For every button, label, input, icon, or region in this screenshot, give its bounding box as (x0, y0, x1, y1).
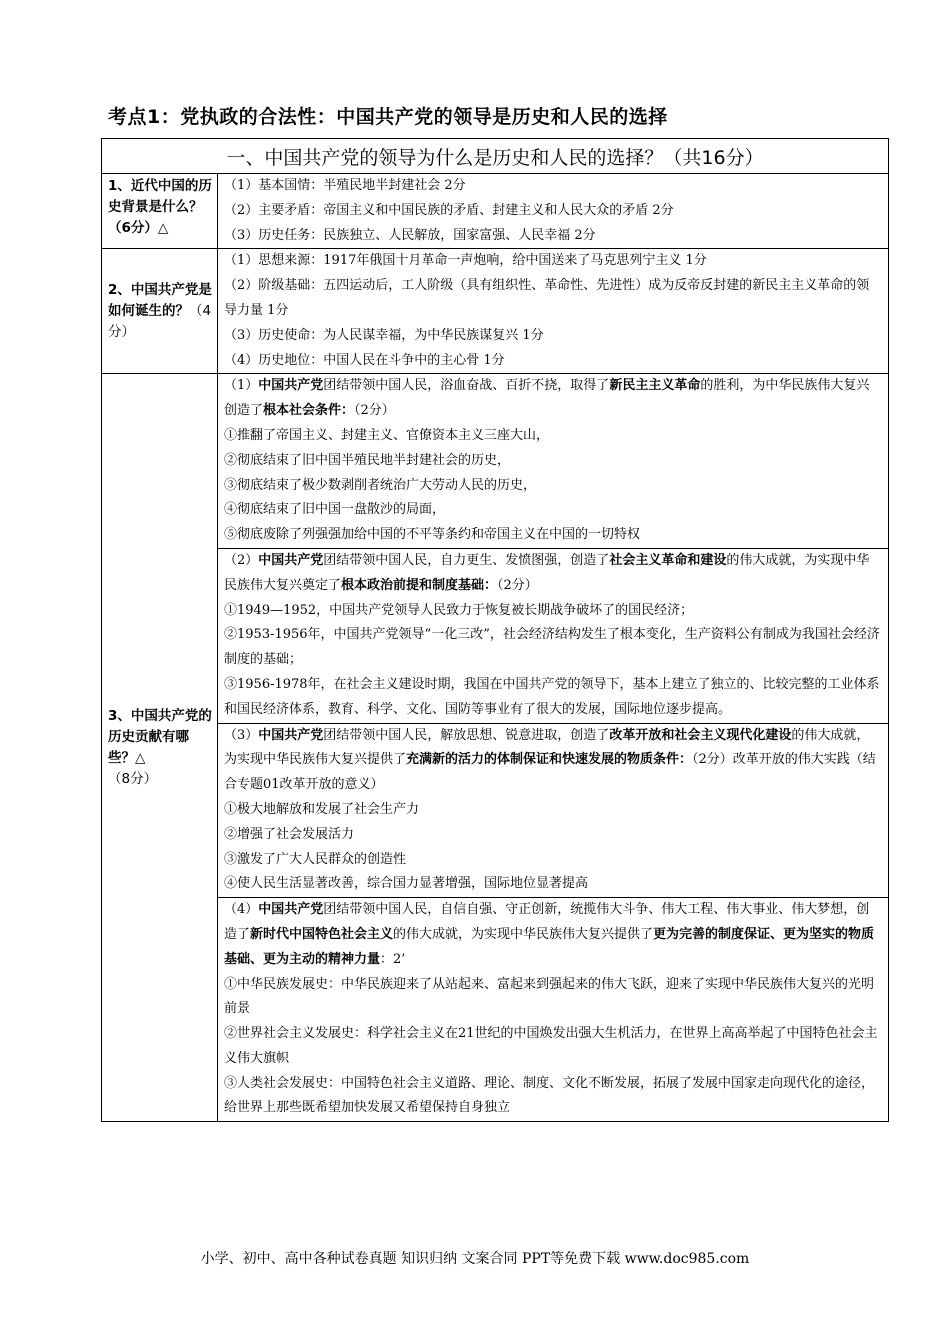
answer-item: ④使人民生活显著改善，综合国力显著增强，国际地位显著提高 (224, 876, 589, 892)
intro-text: 团结带领中国人民，自信自强、守正创新，统揽伟大斗争、伟大工程、伟大事业、伟大梦想，创造了 (224, 902, 870, 942)
intro-text: 团结带领中国人民，浴血奋战、百折不挠，取得了 (323, 378, 610, 394)
table-row (102, 898, 889, 1122)
answer-line: （3）历史任务：民族独立、人民解放，国家富强、人民幸福 2分 (224, 227, 596, 243)
section-header: 一、中国共产党的领导为什么是历史和人民的选择？（共16分） (102, 139, 889, 174)
answer-line: （2）阶级基础：五四运动后，工人阶级（具有组织性、革命性、先进性）成为反帝反封建的新民主主义革命的领导力量 1分 (224, 278, 870, 318)
intro-text: （2分） (354, 403, 395, 419)
table-row (102, 548, 889, 723)
intro-text: （1） (224, 378, 259, 394)
answer-intro (224, 549, 882, 599)
intro-text: （2分） (497, 577, 538, 593)
intro-text: （2） (224, 552, 259, 568)
answer-item: ②彻底结束了旧中国半殖民地半封建社会的历史， (224, 452, 511, 468)
answer-item: ②1953-1956年，中国共产党领导“一化三改”，社会经济结构发生了根本变化，生产资料公有制成为我国社会经济制度的基础； (224, 627, 880, 668)
emphasis-text: 社会主义革命和建设 (609, 552, 727, 568)
answer-item: ④彻底结束了旧中国一盘散沙的局面， (224, 502, 446, 518)
table-row (102, 174, 889, 249)
emphasis-text: 根本社会条件： (263, 403, 355, 419)
answer-intro (224, 898, 882, 972)
intro-text: 团结带领中国人民，解放思想、锐意进取，创造了 (323, 727, 610, 743)
answer-line: （1）基本国情：半殖民地半封建社会 2分 (224, 178, 466, 193)
table-row (102, 723, 889, 898)
answer-item: ①极大地解放和发展了社会生产力 (224, 801, 420, 817)
answer-item: ②增强了社会发展活力 (224, 826, 355, 842)
intro-text: （3） (224, 727, 259, 743)
emphasis-text: 中国共产党 (258, 552, 324, 568)
question-cell (102, 249, 218, 374)
table-row (102, 249, 889, 374)
answer-subcell-4 (218, 898, 889, 1122)
answer-subcell-2 (218, 548, 889, 723)
answer-item: ①中华民族发展史：中华民族迎来了从站起来、富起来到强起来的伟大飞跃，迎来了实现中华民族伟大复兴的光明前景 (224, 976, 875, 1017)
answer-cell (218, 249, 889, 374)
answer-intro (224, 724, 882, 798)
intro-text: 的胜利，为中华民族伟大复兴创造了 (224, 378, 870, 419)
emphasis-text: 新民主主义革命 (609, 378, 701, 394)
question-text: 2、中国共产党是如何诞生的？ (108, 281, 212, 319)
intro-text: 团结带领中国人民，自力更生、发愤图强，创造了 (323, 552, 610, 568)
answer-line: （1）思想来源：1917年俄国十月革命一声炮响，给中国送来了马克思列宁主义 1分 (224, 253, 707, 269)
answer-item: ①推翻了帝国主义、封建主义、官僚资本主义三座大山， (224, 427, 550, 443)
intro-text: （4） (224, 902, 259, 918)
answer-subcell-1 (218, 374, 889, 549)
answer-item: ③激发了广大人民群众的创造性 (224, 851, 407, 867)
answer-line: （3）历史使命：为人民谋幸福，为中华民族谋复兴 1分 (224, 327, 544, 343)
content-table (101, 138, 889, 1122)
emphasis-text: 改革开放和社会主义现代化建设 (609, 727, 792, 743)
table-row (102, 374, 889, 549)
page-title: 考点1：党执政的合法性：中国共产党的领导是历史和人民的选择 (108, 106, 668, 128)
answer-intro (224, 374, 882, 424)
question-score: （8分） (108, 770, 158, 787)
emphasis-text: 新时代中国特色社会主义 (250, 926, 394, 942)
emphasis-text: 中国共产党 (258, 727, 324, 743)
emphasis-text: 根本政治前提和制度基础： (341, 577, 498, 593)
question-score: （4分） (108, 302, 212, 340)
emphasis-text: 更为完善的制度保证、更为坚实的物质基础、更为主动的精神力量 (224, 926, 875, 967)
question-cell (102, 374, 218, 1122)
intro-text: ：2’ (380, 951, 406, 967)
answer-item: ③彻底结束了极少数剥削者统治广大劳动人民的历史， (224, 477, 537, 493)
answer-item: ③1956-1978年，在社会主义建设时期，我国在中国共产党的领导下，基本上建立了独立的、比较完整的工业体系和国民经济体系，教育、科学、文化、国防等事业有了很大的发展，国际地位逐步提高。 (224, 676, 880, 717)
question-text: 3、中国共产党的历史贡献有哪些？△ (108, 707, 212, 766)
answer-line: （4）历史地位：中国人民在斗争中的主心骨 1分 (224, 352, 505, 368)
intro-text: 的伟大成就，为实现中华民族伟大复兴提供了 (393, 926, 654, 942)
answer-item: ⑤彻底废除了列强强加给中国的不平等条约和帝国主义在中国的一切特权 (224, 527, 641, 543)
question-text: 1、近代中国的历史背景是什么？（6分）△ (108, 178, 212, 236)
answer-item: ③人类社会发展史：中国特色社会主义道路、理论、制度、文化不断发展，拓展了发展中国家走向现代化的途径，给世界上那些既希望加快发展又希望保持自身独立 (224, 1075, 875, 1116)
emphasis-text: 中国共产党 (258, 378, 324, 394)
emphasis-text: 充满新的活力的体制保证和快速发展的物质条件： (406, 752, 693, 768)
emphasis-text: 中国共产党 (258, 902, 324, 918)
footer-text: 小学、初中、高中各种试卷真题 知识归纳 文案合同 PPT等免费下载 www.doc985.com (200, 1251, 750, 1267)
intro-text: 的伟大成就，为实现中华民族伟大复兴奠定了 (224, 552, 870, 593)
answer-subcell-3 (218, 723, 889, 898)
intro-text: （2分）改革开放的伟大实践（结合专题01改革开放的意义） (224, 752, 876, 793)
intro-text: 的伟大成就，为实现中华民族伟大复兴提供了 (224, 727, 870, 768)
question-cell (102, 174, 218, 249)
answer-cell (218, 174, 889, 249)
answer-item: ①1949—1952，中国共产党领导人民致力于恢复被长期战争破坏了的国民经济； (224, 602, 694, 618)
answer-line: （2）主要矛盾：帝国主义和中国民族的矛盾、封建主义和人民大众的矛盾 2分 (224, 202, 674, 218)
answer-item: ②世界社会主义发展史：科学社会主义在21世纪的中国焕发出强大生机活力，在世界上高高举起了中国特色社会主义伟大旗帜 (224, 1026, 878, 1066)
